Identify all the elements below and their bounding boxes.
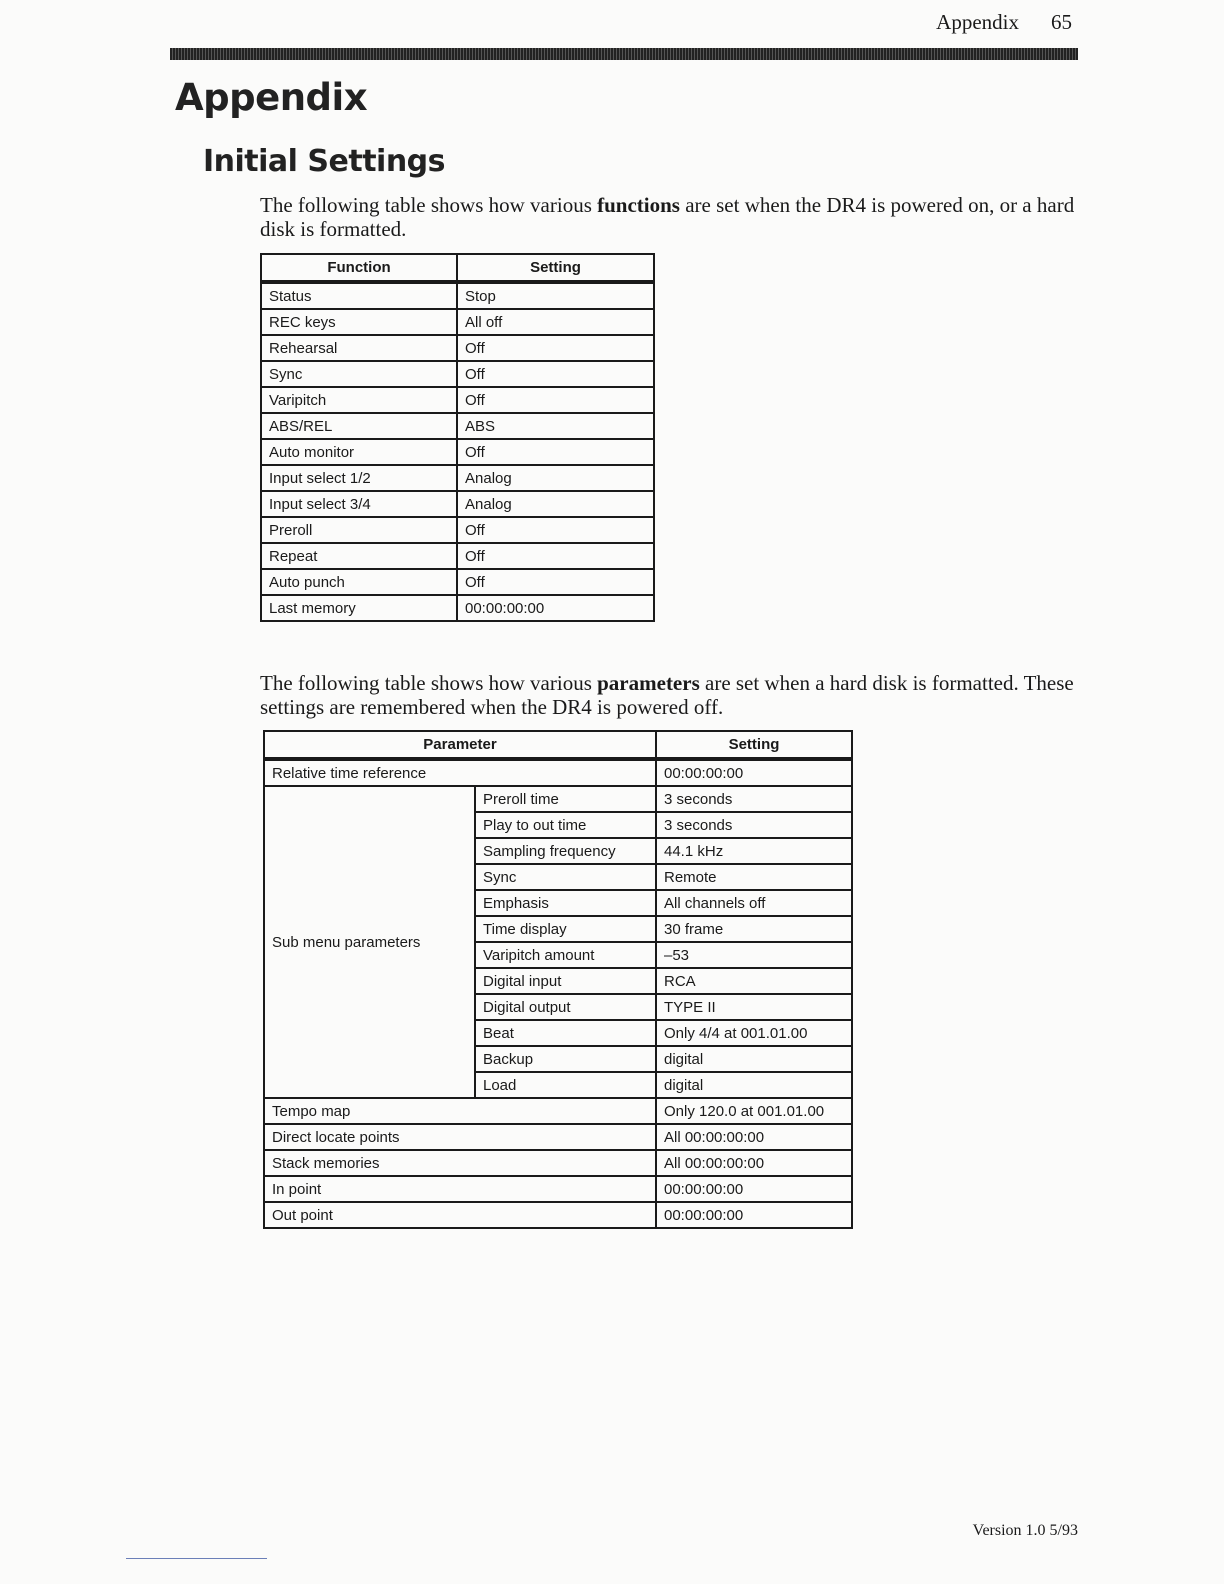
setting-cell: RCA	[656, 968, 852, 994]
table-header-row	[261, 254, 654, 282]
column-header-parameter: Parameter	[264, 731, 656, 759]
setting-cell: 00:00:00:00	[656, 759, 852, 786]
table-row	[264, 1150, 852, 1176]
setting-cell: 00:00:00:00	[656, 1176, 852, 1202]
setting-cell: All off	[457, 309, 654, 335]
parameter-cell: Out point	[264, 1202, 656, 1228]
setting-cell: digital	[656, 1072, 852, 1098]
intro1-text-after: are set when the DR4 is powered on, or a hard disk is formatted.	[260, 193, 1075, 241]
footer-line	[126, 1558, 267, 1559]
parameter-cell: In point	[264, 1176, 656, 1202]
setting-cell: 3 seconds	[656, 812, 852, 838]
setting-cell: Off	[457, 361, 654, 387]
submenu-parameter-cell: Load	[475, 1072, 656, 1098]
submenu-parameter-cell: Time display	[475, 916, 656, 942]
table-row	[261, 282, 654, 309]
table-row	[261, 387, 654, 413]
table-row	[261, 595, 654, 621]
setting-cell: All 00:00:00:00	[656, 1124, 852, 1150]
column-header-function: Function	[261, 254, 457, 282]
function-cell: Input select 3/4	[261, 491, 457, 517]
running-title: Appendix	[936, 10, 1019, 34]
table-row	[261, 335, 654, 361]
setting-cell: Off	[457, 335, 654, 361]
table-row	[264, 1202, 852, 1228]
function-cell: Last memory	[261, 595, 457, 621]
intro2-text-before: The following table shows how various	[260, 671, 598, 695]
table-row	[261, 439, 654, 465]
function-cell: REC keys	[261, 309, 457, 335]
column-header-setting: Setting	[656, 731, 852, 759]
setting-cell: digital	[656, 1046, 852, 1072]
parameters-table	[263, 730, 853, 1229]
table-row	[261, 465, 654, 491]
submenu-parameter-cell: Preroll time	[475, 786, 656, 812]
intro2-text-after: are set when a hard disk is formatted. These settings are remembered when the DR4 is powered off.	[260, 671, 1074, 719]
table-row	[261, 413, 654, 439]
parameter-cell: Relative time reference	[264, 759, 656, 786]
function-cell: Sync	[261, 361, 457, 387]
setting-cell: Off	[457, 387, 654, 413]
parameter-cell: Stack memories	[264, 1150, 656, 1176]
functions-table	[260, 253, 655, 622]
table-row	[264, 759, 852, 786]
version-footer: Version 1.0 5/93	[972, 1522, 1078, 1539]
function-cell: Input select 1/2	[261, 465, 457, 491]
setting-cell: TYPE II	[656, 994, 852, 1020]
page-number: 65	[1051, 10, 1072, 34]
table-row	[264, 1124, 852, 1150]
table-row	[261, 569, 654, 595]
setting-cell: –53	[656, 942, 852, 968]
setting-cell: Analog	[457, 491, 654, 517]
setting-cell: Off	[457, 569, 654, 595]
setting-cell: Only 4/4 at 001.01.00	[656, 1020, 852, 1046]
setting-cell: 3 seconds	[656, 786, 852, 812]
intro-paragraph-functions	[260, 193, 1080, 241]
table-row	[261, 517, 654, 543]
submenu-parameter-cell: Beat	[475, 1020, 656, 1046]
intro2-keyword: parameters	[597, 671, 700, 695]
function-cell: Repeat	[261, 543, 457, 569]
setting-cell: 00:00:00:00	[656, 1202, 852, 1228]
section-title: Initial Settings	[203, 144, 446, 179]
setting-cell: 00:00:00:00	[457, 595, 654, 621]
submenu-parameter-cell: Sampling frequency	[475, 838, 656, 864]
submenu-parameter-cell: Varipitch amount	[475, 942, 656, 968]
submenu-parameter-cell: Digital input	[475, 968, 656, 994]
parameter-cell: Tempo map	[264, 1098, 656, 1124]
intro-paragraph-parameters	[260, 671, 1080, 719]
setting-cell: 44.1 kHz	[656, 838, 852, 864]
submenu-parameter-cell: Digital output	[475, 994, 656, 1020]
function-cell: Status	[261, 282, 457, 309]
setting-cell: Only 120.0 at 001.01.00	[656, 1098, 852, 1124]
page-title: Appendix	[175, 76, 368, 119]
setting-cell: All 00:00:00:00	[656, 1150, 852, 1176]
submenu-parameter-cell: Backup	[475, 1046, 656, 1072]
table-row	[261, 361, 654, 387]
table-row	[264, 1176, 852, 1202]
intro1-text-before: The following table shows how various	[260, 193, 598, 217]
function-cell: ABS/REL	[261, 413, 457, 439]
function-cell: Preroll	[261, 517, 457, 543]
table-row	[261, 309, 654, 335]
setting-cell: 30 frame	[656, 916, 852, 942]
header-rule	[170, 48, 1078, 60]
table-row	[261, 543, 654, 569]
setting-cell: Stop	[457, 282, 654, 309]
setting-cell: Off	[457, 517, 654, 543]
setting-cell: Remote	[656, 864, 852, 890]
setting-cell: ABS	[457, 413, 654, 439]
function-cell: Auto punch	[261, 569, 457, 595]
setting-cell: Analog	[457, 465, 654, 491]
parameter-cell: Direct locate points	[264, 1124, 656, 1150]
running-header	[936, 10, 1072, 35]
function-cell: Auto monitor	[261, 439, 457, 465]
table-row	[261, 491, 654, 517]
table-row	[264, 1098, 852, 1124]
intro1-keyword: functions	[597, 193, 680, 217]
table-row	[264, 786, 852, 812]
setting-cell: Off	[457, 543, 654, 569]
function-cell: Rehearsal	[261, 335, 457, 361]
submenu-parameter-cell: Play to out time	[475, 812, 656, 838]
column-header-setting: Setting	[457, 254, 654, 282]
setting-cell: All channels off	[656, 890, 852, 916]
function-cell: Varipitch	[261, 387, 457, 413]
submenu-parameter-cell: Emphasis	[475, 890, 656, 916]
submenu-group-cell: Sub menu parameters	[264, 786, 475, 1098]
setting-cell: Off	[457, 439, 654, 465]
submenu-parameter-cell: Sync	[475, 864, 656, 890]
table-header-row	[264, 731, 852, 759]
